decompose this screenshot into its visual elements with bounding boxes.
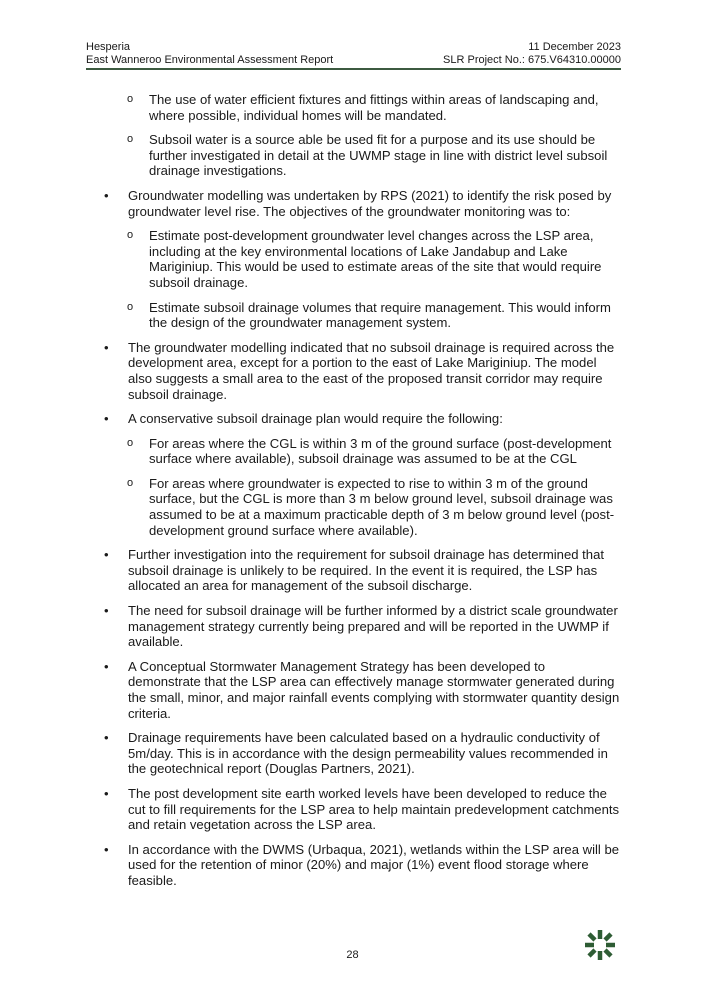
bullet-marker: • (104, 785, 109, 801)
list-item (104, 786, 621, 833)
list-item-text: Subsoil water is a source able be used fit for a purpose and its use should be further investigated in detail at the UWMP stage in line with district level subsoil drainage investigations. (149, 132, 608, 179)
sub-list-item (104, 132, 621, 179)
header-project-no: SLR Project No.: 675.V64310.00000 (443, 54, 621, 66)
list-item-text: A conservative subsoil drainage plan would require the following: (128, 411, 503, 427)
sub-list-item (104, 92, 621, 123)
sub-bullet-marker: o (127, 476, 134, 489)
page-number: 28 (346, 949, 359, 961)
list-item-text: The need for subsoil drainage will be further informed by a district scale groundwater management strategy currently being prepared and will be reported in the UWMP if available. (128, 603, 618, 650)
list-item-text: For areas where the CGL is within 3 m of the ground surface (post-development surface where available), subsoil drainage was assumed to be at the CGL (149, 435, 612, 467)
list-item (104, 188, 621, 219)
list-item-text: Drainage requirements have been calculated based on a hydraulic conductivity of 5m/day. This is in accordance with the design permeability values recommended in the geotechnical report (Douglas Partners, 2021). (128, 730, 608, 777)
sub-list-item (104, 436, 621, 467)
list-item (104, 547, 621, 594)
bullet-marker: • (104, 730, 109, 746)
list-item-text: In accordance with the DWMS (Urbaqua, 2021), wetlands within the LSP area will be used for the retention of minor (20%) and major (1%) event flood storage where feasible. (128, 841, 620, 888)
sub-bullet-marker: o (127, 93, 134, 105)
sub-list-item (104, 300, 621, 331)
list-item-text: Estimate subsoil drainage volumes that require management. This would inform the design of the groundwater management system. (149, 299, 611, 331)
list-item (104, 730, 621, 777)
list-item (104, 340, 621, 402)
bullet-marker: • (104, 658, 109, 674)
body-list (104, 92, 621, 898)
list-item-text: A Conceptual Stormwater Management Strategy has been developed to demonstrate that the LSP area can effectively manage stormwater generated during the small, minor, and major rainfall events complying with stormwater quantity design criteria. (128, 658, 620, 721)
list-item-text: The groundwater modelling indicated that no subsoil drainage is required across the development area, except for a portion to the east of Lake Mariginiup. The model also suggests a small area to the east of the proposed transit corridor may require subsoil drainage. (128, 339, 615, 402)
list-item-text: The post development site earth worked levels have been developed to reduce the cut to fill requirements for the LSP area to help maintain predevelopment catchments and retain vegetation across the LSP area. (128, 785, 620, 833)
sub-bullet-marker: o (127, 229, 134, 242)
list-item (104, 659, 621, 721)
bullet-marker: • (104, 187, 109, 203)
bullet-marker: • (104, 411, 109, 427)
list-item-text: The use of water efficient fixtures and fittings within areas of landscaping and, where possible, individual homes will be mandated. (149, 92, 599, 123)
sub-bullet-marker: o (127, 133, 134, 146)
header-divider (86, 68, 621, 70)
slr-logo-icon (583, 928, 617, 962)
sub-list-item (104, 476, 621, 538)
list-item-text: Further investigation into the requirement for subsoil drainage has determined that subsoil drainage is unlikely to be required. In the event it is required, the LSP has allocated an area for management of the subsoil discharge. (128, 547, 605, 594)
bullet-marker: • (104, 339, 109, 355)
bullet-marker: • (104, 603, 109, 619)
header-date: 11 December 2023 (528, 41, 621, 53)
header-report-title: East Wanneroo Environmental Assessment Report (86, 54, 334, 66)
list-item (104, 411, 621, 427)
bullet-marker: • (104, 841, 109, 857)
page-header (86, 41, 621, 67)
list-item (104, 603, 621, 650)
sub-bullet-marker: o (127, 300, 134, 313)
sub-list-item (104, 228, 621, 290)
header-company: Hesperia (86, 41, 131, 53)
list-item-text: Estimate post-development groundwater level changes across the LSP area, including at the key environmental locations of Lake Jandabup and Lake Mariginiup. This would be used to estimate areas of the site that would require subsoil drainage. (149, 228, 602, 290)
bullet-marker: • (104, 547, 109, 563)
sub-bullet-marker: o (127, 436, 134, 449)
list-item-text: For areas where groundwater is expected to rise to within 3 m of the ground surface, but the CGL is more than 3 m below ground level, subsoil drainage was assumed to be at a maximum practicable depth of 3 m below ground level (post-development ground surface where available). (149, 475, 615, 538)
list-item-text: Groundwater modelling was undertaken by RPS (2021) to identify the risk posed by groundwater level rise. The objectives of the groundwater monitoring was to: (128, 187, 612, 219)
list-item (104, 842, 621, 889)
